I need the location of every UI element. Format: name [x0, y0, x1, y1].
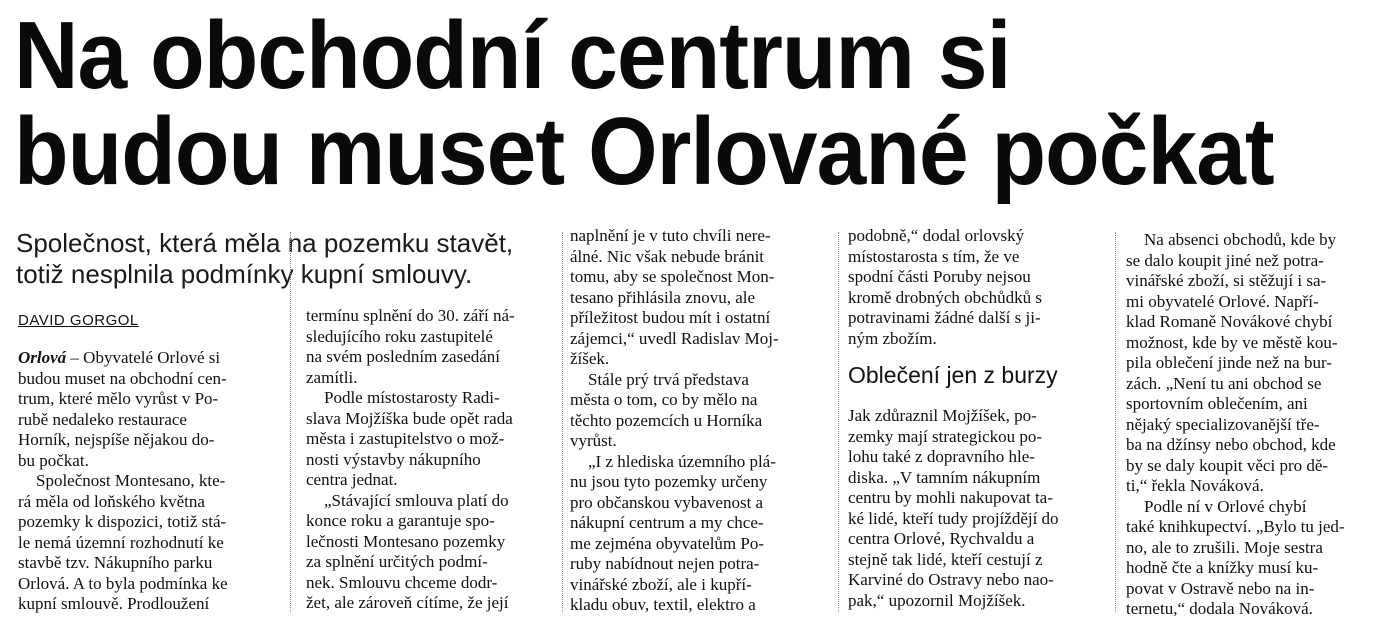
column-line: Společnost Montesano, kte- [36, 471, 226, 490]
column-line: kupní smlouvě. Prodloužení [18, 594, 210, 613]
column-line: me zejména obyvatelům Po- [570, 533, 765, 553]
column-line: „Stávající smlouva platí do [324, 490, 509, 510]
column-line: rá měla od loňského května [18, 491, 205, 511]
column-line: města o tom, co by mělo na [570, 390, 758, 409]
column-line: kladu obuv, textil, elektro a [570, 595, 756, 614]
column-line: by se daly koupit věci pro dě- [1126, 455, 1329, 475]
column-line: nákupní centrum a my chce- [570, 513, 764, 532]
column-line: lečnosti Montesano pozemky [306, 531, 506, 551]
column-line: povat v Ostravě nebo na in- [1126, 578, 1315, 598]
column-line: Karviné do Ostravy nebo nao- [848, 570, 1054, 589]
column-line: centra jednat. [306, 470, 398, 489]
column-line: termínu splnění do 30. září ná- [306, 306, 515, 325]
column-line: stavbě tzv. Nákupního parku [18, 553, 213, 572]
column-line: nek. Smlouvu chceme dodr- [306, 572, 498, 592]
column-line: vinářské zboží, ale i kupří- [570, 574, 752, 594]
column-line: pila oblečení jinde než na bur- [1126, 353, 1332, 372]
column-line: Orlová – Obyvatelé Orlové si [18, 348, 221, 367]
column-line: Na absenci obchodů, kde by [1144, 230, 1337, 249]
article-column-4-top [848, 226, 1110, 349]
headline [14, 2, 1288, 205]
column-line: žíšek. [570, 349, 610, 368]
column-line: „I z hlediska územního plá- [588, 451, 776, 471]
section-crosshead: Oblečení jen z burzy [848, 362, 1058, 388]
column-line: města i zastupitelstvo o mož- [306, 429, 505, 448]
column-divider [838, 232, 839, 612]
column-line: naplnění je v tuto chvíli nere- [570, 226, 771, 245]
column-line: ti,“ řekla Nováková. [1126, 476, 1264, 495]
column-line: no, ale to zrušili. Moje sestra [1126, 537, 1323, 557]
column-line: nu jsou tyto pozemky určeny [570, 472, 768, 491]
column-divider [290, 232, 291, 612]
article-column-3 [570, 226, 832, 616]
column-line: ným zbožím. [848, 328, 937, 348]
column-line: možnost, kde by ve městě kou- [1126, 332, 1338, 352]
column-line: mi obyvatelé Orlové. Napří- [1126, 291, 1319, 311]
column-line: ternetu,“ dodala Nováková. [1126, 599, 1313, 618]
column-line: také knihkupectví. „Bylo tu jed- [1126, 517, 1345, 536]
column-line: sledujícího roku zastupitelé [306, 326, 493, 346]
column-line: za splnění určitých podmí- [306, 552, 488, 571]
column-line: stejně tak lidé, kteří cestují z [848, 549, 1043, 569]
author-byline: DAVID GORGOL [18, 312, 139, 329]
column-line: centra Orlové, Rychvaldu a [848, 529, 1035, 548]
column-line: hodně čte a knížky musí ku- [1126, 558, 1319, 577]
column-line: zemky mají strategickou po- [848, 426, 1043, 446]
column-line: slava Mojžíška bude opět rada [306, 408, 513, 428]
column-line: nosti výstavby nákupního [306, 449, 481, 469]
dateline-place: Orlová [18, 348, 67, 367]
column-line: ba na džínsy nebo obchod, kde [1126, 435, 1336, 454]
article-column-4-bottom [848, 406, 1110, 611]
headline-line-2: budou muset Orlované počkat [14, 98, 1274, 205]
column-line: tesano přihlásila znovu, ale [570, 287, 756, 307]
column-line: zamítli. [306, 367, 358, 387]
column-line: konce roku a garantuje spo- [306, 511, 495, 530]
column-line: tomu, aby se společnost Mon- [570, 267, 775, 286]
column-line: centru by mohli nakupovat ta- [848, 488, 1053, 507]
column-line: spodní části Poruby nejsou [848, 267, 1031, 286]
column-line: vinářské zboží, si stěžují i sa- [1126, 271, 1327, 290]
column-line: pak,“ upozornil Mojžíšek. [848, 590, 1026, 610]
headline-line-1: Na obchodní centrum si [14, 2, 1011, 109]
column-divider [562, 232, 563, 612]
column-line: kromě drobných obchůdků s [848, 287, 1043, 307]
column-line: pozemky k dispozici, totiž stá- [18, 512, 227, 531]
column-line: vyrůst. [570, 431, 617, 450]
column-line: těchto pozemcích u Horníka [570, 410, 763, 430]
column-line: Podle ní v Orlové chybí [1144, 496, 1307, 516]
subheadline-line-1: Společnost, která měla na pozemku stavět, [16, 228, 514, 258]
column-line: Orlová. A to byla podmínka ke [18, 573, 228, 593]
column-line: Stále prý trvá představa [588, 369, 749, 389]
column-line: Horník, nejspíše nějakou do- [18, 430, 215, 449]
column-line: bu počkat. [18, 450, 89, 470]
column-divider [1115, 232, 1116, 612]
column-line: Jak zdůraznil Mojžíšek, po- [848, 406, 1037, 425]
column-line: žet, ale zároveň cítíme, že její [306, 593, 509, 612]
column-line: potravinami žádné další s ji- [848, 308, 1041, 327]
column-line: rubě nedaleko restaurace [18, 409, 187, 429]
column-line: na svém posledním zasedání [306, 347, 501, 366]
column-line: budou muset na obchodní cen- [18, 368, 227, 388]
column-line: trum, které mělo vyrůst v Po- [18, 389, 219, 408]
article-column-1 [18, 348, 280, 615]
column-line: sportovním oblečením, ani [1126, 394, 1308, 413]
column-line: nějaký specializovanější tře- [1126, 414, 1320, 434]
column-line: diska. „V tamním nákupním [848, 467, 1041, 487]
column-line: místostarosta s tím, že ve [848, 246, 1020, 266]
column-line: álné. Nic však nebude bránit [570, 246, 765, 266]
column-line: pro občanskou vybavenost a [570, 492, 764, 512]
column-line: podobně,“ dodal orlovský [848, 226, 1025, 245]
column-line: příležitost budou mít i ostatní [570, 308, 771, 327]
column-line: zách. „Není tu ani obchod se [1126, 373, 1322, 393]
column-line: klad Romaně Novákové chybí [1126, 312, 1333, 331]
article-column-2 [306, 306, 556, 614]
column-line: Podle místostarosty Radi- [324, 388, 500, 407]
column-line: lohu také z dopravního hle- [848, 447, 1035, 466]
article-column-5 [1126, 230, 1384, 620]
column-line: le nemá územní rozhodnutí ke [18, 532, 224, 552]
column-line: ké lidé, kteří tudy projíždějí do [848, 508, 1059, 528]
column-line: ruby nabídnout nejen potra- [570, 554, 760, 573]
subheadline-line-2: totiž nesplnila podmínky kupní smlouvy. [16, 259, 473, 289]
column-line: se dalo koupit jiné než potra- [1126, 250, 1324, 270]
column-line: zájemci,“ uvedl Radislav Moj- [570, 328, 779, 348]
subheadline [16, 228, 556, 290]
